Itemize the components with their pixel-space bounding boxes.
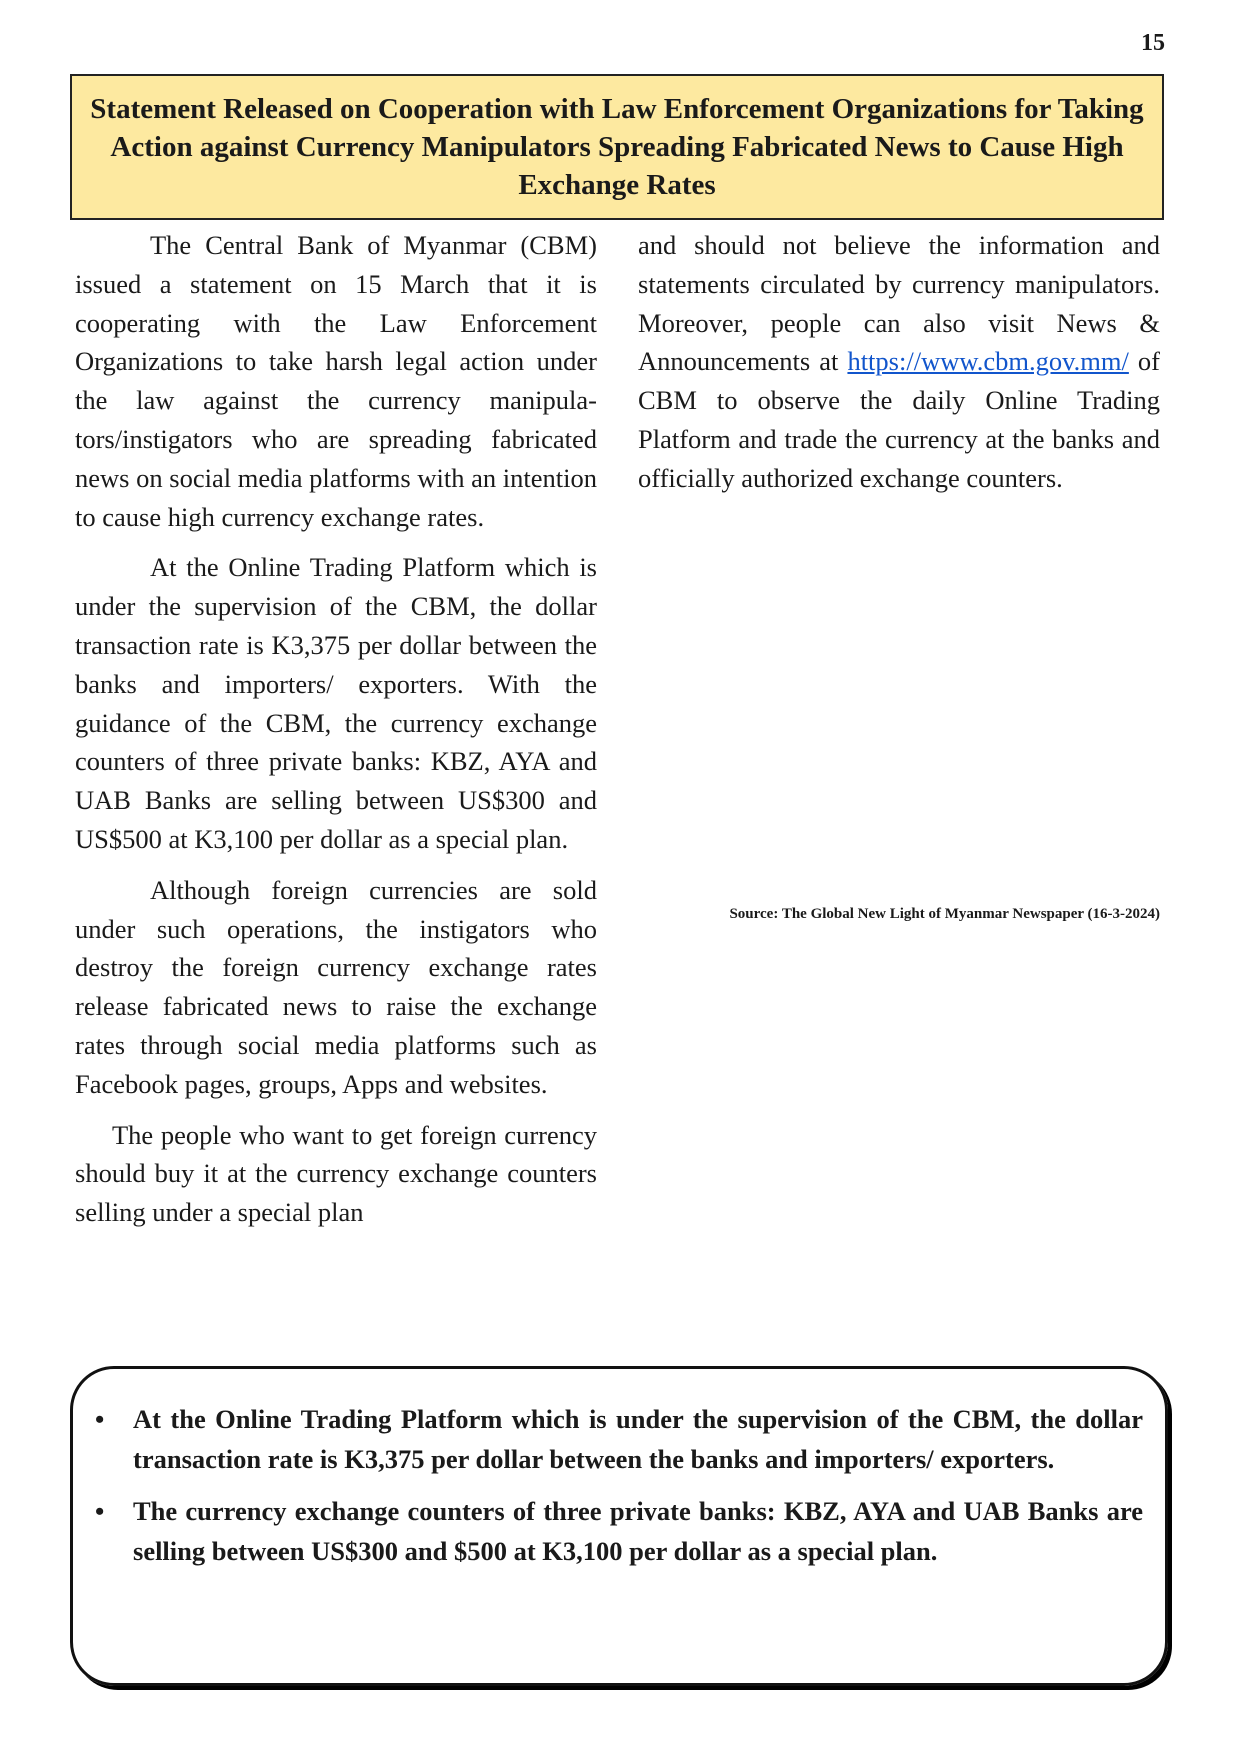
paragraph-5 — [638, 226, 1160, 498]
paragraph-2: At the Online Trading Platform which is under the supervision of the CBM, the dollar transaction rate is K3,375 per dollar between the banks and importers/ exporters. With the guidance of the CBM, the currency exchange counters of three private banks: KBZ, AYA and UAB Banks are selling between US$300 and US$500 at K3,100 per dollar as a special plan. — [75, 552, 597, 854]
summary-list — [95, 1399, 1143, 1583]
bullet-icon: • — [95, 1404, 105, 1434]
summary-item-text: At the Online Trading Platform which is under the supervision of the CBM, the dollar transaction rate is K3,375 per dollar between the banks and importers/ exporters. — [133, 1404, 1143, 1474]
page-number: 15 — [1141, 30, 1165, 56]
article-title: Statement Released on Cooperation with Law Enforcement Organizations for Taking Action against Currency Manipulators Spreading Fabricated News to Cause High Exchange Rates — [90, 93, 1144, 201]
summary-item — [95, 1491, 1143, 1571]
title-box — [70, 74, 1164, 220]
paragraph-3: Although foreign currencies are sold under such operations, the instigators who destroy the foreign currency exchange rates release fabricated news to raise the exchange rates through social media platforms such as Facebook pages, groups, Apps and websites. — [75, 874, 597, 1099]
paragraph-4: The people who want to get foreign currency should buy it at the currency exchange counters selling under a special plan — [75, 1119, 597, 1228]
bullet-icon: • — [95, 1496, 105, 1526]
paragraph-5-text-b: of CBM to observe the daily Online Trading Platform and trade the currency at the banks and officially authorized exchange counters. — [638, 346, 1160, 493]
paragraph-5-text-a: and should not believe the information and statements circulated by currency manipulators. Moreover, people can also visit News & Announcements at — [638, 230, 1160, 377]
cbm-website-link[interactable]: https://www.cbm.gov.mm/ — [847, 346, 1129, 377]
source-citation: Source: The Global New Light of Myanmar Newspaper (16-3-2024) — [729, 906, 1160, 922]
paragraph-1: The Central Bank of Myanmar (CBM) issued a statement on 15 March that it is cooperating with the Law Enforcement Organizations to take harsh legal action under the law against the currency manipulators/instigators who are spreading fabricated news on social media platforms with an intention to cause high currency exchange rates. — [75, 230, 597, 532]
summary-item — [95, 1399, 1143, 1479]
right-column — [638, 226, 1160, 510]
left-column — [75, 226, 597, 1244]
summary-item-text: The currency exchange counters of three private banks: KBZ, AYA and UAB Banks are selling between US$300 and $500 at K3,100 per dollar as a special plan. — [133, 1496, 1143, 1566]
summary-box — [70, 1366, 1168, 1686]
